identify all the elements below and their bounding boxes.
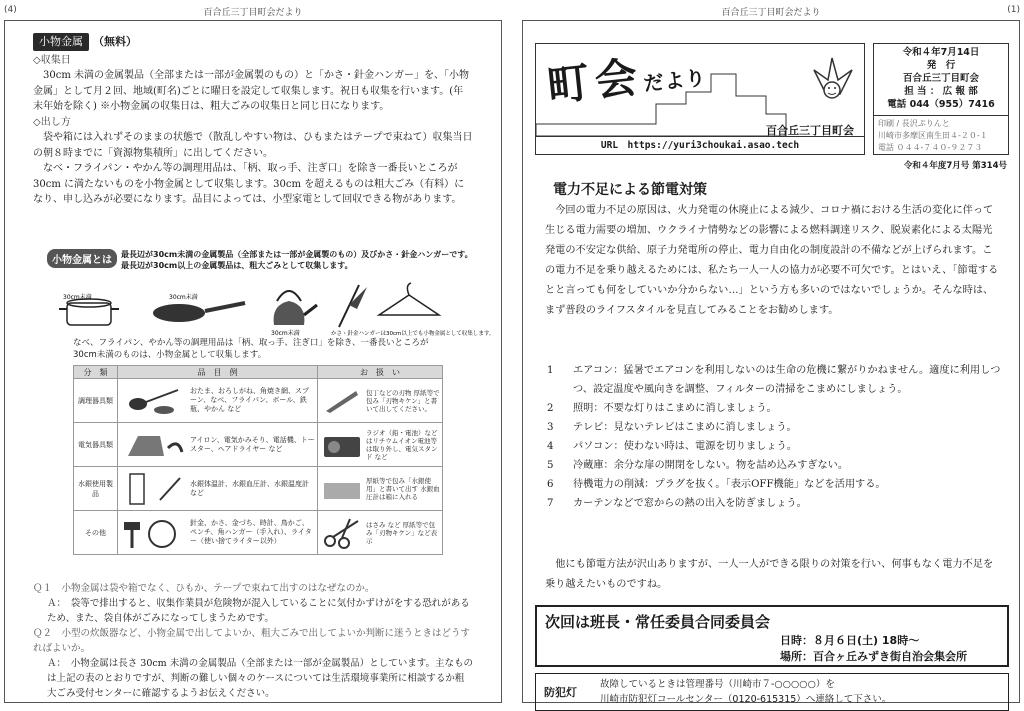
list-item: 6 待機電力の削減：プラグを抜く。「表示OFF機能」などを活用する。	[547, 479, 886, 490]
row-items: おたま、おろしがね、角焼き網、スプーン、なべ、フライパン、ボール、鉄瓶、やかん など	[190, 387, 309, 413]
scissors-icon	[320, 515, 366, 551]
figure-illustrations	[49, 275, 495, 337]
publication-info	[874, 44, 1008, 116]
publisher: 百合丘三丁目町会	[902, 73, 979, 84]
disposal-text-1: 袋や箱には入れずそのままの状態で（散乱しやすい物は、ひもまたはテープで束ねて）収集当日の朝８時までに「資源物集積所」に出してください。	[33, 132, 473, 159]
publish-date: 令和４年7月14日	[902, 47, 980, 58]
right-running-title: 百合丘三丁目町会だより	[721, 8, 821, 18]
printer-phone: 電話 ０４４-７４０-９２７３	[878, 143, 983, 152]
figure-tag: 小物金属とは	[47, 249, 117, 268]
crime-light-line-2: 川崎市防犯灯コールセンター（0120-615315）へ連絡して下さい。	[600, 694, 892, 705]
table-row	[74, 467, 443, 511]
disposal-heading: ◇出し方	[33, 116, 71, 128]
list-item: 1 エアコン：猛暑でエアコンを利用しないのは生命の危機に繋がりかねません。適度に利用しつつ、設定温度や風向きを調整、フィルターの清掃をこまめにしましょう。	[547, 365, 1001, 395]
table-header-items: 品 目 例	[118, 366, 318, 379]
masthead-org: 百合丘三丁目町会	[766, 124, 854, 137]
table-header-handling: お 扱 い	[318, 366, 443, 379]
left-page-header	[4, 4, 502, 18]
left-text-block	[33, 33, 473, 208]
phone: 電話 044（955）7416	[887, 99, 995, 110]
lily-icon	[814, 58, 852, 98]
list-item: 2 照明：不要な灯りはこまめに消しましょう。	[547, 403, 777, 414]
qa-section	[33, 581, 473, 701]
list-item: 3 テレビ：見ないテレビはこまめに消しましょう。	[547, 422, 797, 433]
publish-label: 発 行	[926, 60, 956, 71]
row-category: 水銀使用製品	[74, 467, 118, 511]
collection-day-text: 30cm 未満の金属製品（全部または一部が金属製のもの）と「かさ・針金ハンガー」を、「小物金属」として月２回、地域(町名)ごとに曜日を設定して収集します。祝日も収集を行います。(年末年始を除く) ※小物金属の収集日は、粗大ごみの収集日と同じ日になります。	[33, 70, 469, 112]
radio-icon	[320, 427, 366, 463]
article-body: 今回の電力不足の原因は、火力発電の休廃止による減少、コロナ禍における生活の変化に伴って生じる電力需要の増加、ウクライナ情勢などの影響による燃料調達リスク、脱炭素化による太陽光発電の不安定な供給、原子力発電所の停止、電力自由化の制度設計の不備などが上げられます。この電力不足を乗り越えるためには、私たち一人一人の協力が必要不可欠です。とはいえ、「節電するとと言っても何をしていいか分からない…」という方も多いのではないでしょうか。そんな時は、まず普段のライフスタイルを見直してみることをお勧めします。	[545, 205, 999, 316]
list-item: 4 パソコン：使わない時は、電源を切りましょう。	[547, 441, 797, 452]
figure-label-kettle: 30cm未満	[271, 330, 300, 337]
section-badge: 小物金属	[33, 33, 89, 51]
collection-day-heading: ◇収集日	[33, 54, 71, 66]
cookware-illustration	[49, 275, 495, 337]
qa-question-2: Ｑ２ 小型の炊飯器など、小物金属で出してよいか、粗大ごみで出してよいか判断に迷うときはどうすればよいか。	[33, 628, 471, 654]
row-items: アイロン、電気かみそり、電話機、トースター、ヘアドライヤー など	[190, 435, 315, 453]
list-item: 5 冷蔵庫：余分な扉の開閉をしない。物を詰め込みすぎない。	[547, 460, 849, 471]
qa-answer-1: Ａ： 袋等で排出すると、収集作業員が危険物が混入していることに気付かずけがをする恐れがあるため、また、袋自体がごみになってしまうためです。	[47, 598, 470, 624]
hammer-clock-icon	[120, 514, 190, 552]
knife-icon	[320, 383, 366, 419]
table-header-row	[74, 366, 443, 379]
mercury-box-icon	[320, 471, 366, 507]
row-items: 針金、かさ、金づち、時計、鳥かご、ペンチ、角ハンガー（手入れ）、ライター（使い捨てライター以外）	[190, 519, 312, 545]
row-category: その他	[74, 511, 118, 555]
right-page-header	[522, 4, 1020, 18]
masthead	[535, 43, 865, 155]
power-saving-tips	[547, 361, 1003, 513]
small-metal-figure	[33, 249, 495, 579]
left-page	[4, 4, 502, 703]
figure-label-pot: 30cm未満	[63, 294, 92, 301]
meeting-title: 次回は班長・常任委員合同委員会	[545, 613, 771, 631]
article-title: 電力不足による節電対策	[553, 182, 707, 198]
row-category: 調理器具類	[74, 379, 118, 423]
row-items: 水銀体温計、水銀血圧計、水銀温度計 など	[190, 479, 309, 497]
iron-icon	[120, 426, 190, 464]
section-free-note: （無料）	[93, 35, 137, 48]
crime-light-notice	[535, 673, 1009, 711]
table-row	[74, 379, 443, 423]
thermometer-icon	[120, 470, 190, 508]
row-handling: ラジオ（鉛・電池）などはリチウムイオン電池等は取り外し、電気スタンド など	[366, 428, 438, 461]
figure-note: なべ、フライパン、やかん等の調理用品は「柄、取っ手、注ぎ口」を除き、一番長いところが 30cm未満のものは、小物金属として収集します。	[73, 338, 429, 360]
category-table	[73, 365, 443, 555]
masthead-title-small: だより	[642, 65, 708, 96]
crime-light-line-1: 故障しているときは管理番号（川崎市７-○○○○○）を	[600, 679, 835, 690]
left-running-title: 百合丘三丁目町会だより	[203, 8, 303, 18]
meeting-date: 日時：８月６日(土) 18時～	[780, 634, 920, 647]
department: 担 当 ： 広 報 部	[904, 86, 978, 97]
meeting-details	[780, 633, 967, 665]
right-page	[522, 4, 1020, 703]
right-page-frame	[522, 20, 1020, 703]
disposal-text-2: なべ・フライパン・やかん等の調理用品は、「柄、取っ手、注ぎ口」を除き一番長いところが 30cm に満たないものを小物金属として収集します。30cm を超えるものは粗大ごみ（有料）になり、申し込みが必要になります。品目によっては、小型家電として回収できる物があります。	[33, 163, 465, 205]
left-page-number: (4)	[4, 5, 17, 15]
right-page-number: (1)	[1007, 5, 1020, 15]
printer-info	[874, 116, 1008, 156]
meeting-notice	[535, 605, 1009, 667]
figure-label-hanger: かさ・針金ハンガーは30cm以上でも小物金属として収集します。	[331, 331, 495, 337]
ladle-icon	[120, 382, 190, 420]
row-handling: 包丁などの刃物 厚紙等で包み「刃物キケン」と書いて出してください。	[366, 388, 440, 413]
meeting-place: 場所：百合ヶ丘みずき街自治会集会所	[780, 650, 967, 663]
publication-info-box	[873, 43, 1009, 155]
umbrella-icon	[339, 285, 367, 327]
figure-description: 最長辺が30cm未満の金属製品（全部または一部が金属製のもの）及びかさ・針金ハンガーです。最長辺が30cm以上の金属製品は、粗大ごみとして収集します。	[121, 250, 473, 270]
list-item: 7 カーテンなどで窓からの熱の出入を防ぎましょう。	[547, 498, 807, 509]
article-closing: 他にも節電方法が沢山ありますが、一人一人ができる限りの対策を行い、何事もなく電力不足を乗り越えたいものですね。	[545, 559, 994, 590]
row-handling: はさみ など 厚紙等で包み「刃物キケン」など表示	[366, 520, 438, 545]
row-handling: 厚紙等で包み「水銀使用」と書いて出す 水銀血圧計は箱に入れる	[366, 476, 440, 501]
left-page-frame	[4, 20, 502, 703]
pot-icon	[59, 299, 119, 325]
hanger-icon	[379, 283, 439, 315]
qa-answer-2: Ａ： 小物金属は長さ 30cm 未満の金属製品（全部または一部が金属製品）としています。主なものは上記の表のとおりですが、判断の難しい個々のケースについては生活環境事業所に相談するか粗大ごみ受付センターに確認するようお伝えください。	[47, 658, 473, 699]
qa-question-1: Ｑ１ 小物金属は袋や箱でなく、ひもか、テープで束ねて出すのはなぜなのか。	[33, 583, 375, 594]
frying-pan-icon	[153, 303, 245, 322]
kettle-icon	[274, 291, 317, 325]
printer-address: 川崎市多摩区南生田４-２０-１	[878, 131, 988, 140]
table-row	[74, 423, 443, 467]
table-header-category: 分 類	[74, 366, 118, 379]
crime-light-details	[600, 677, 891, 707]
table-row	[74, 511, 443, 555]
issue-number: 令和４年度7月号 第314号	[903, 161, 1007, 171]
masthead-title-big: 町会	[544, 51, 646, 111]
crime-light-title: 防犯灯	[544, 686, 577, 699]
row-category: 電気器具類	[74, 423, 118, 467]
masthead-url[interactable]: URL https://yuri3choukai.asao.tech	[536, 136, 864, 154]
printer-name: 印刷 / 長沢ぷりんと	[878, 119, 950, 128]
figure-label-pan: 30cm未満	[169, 294, 198, 301]
